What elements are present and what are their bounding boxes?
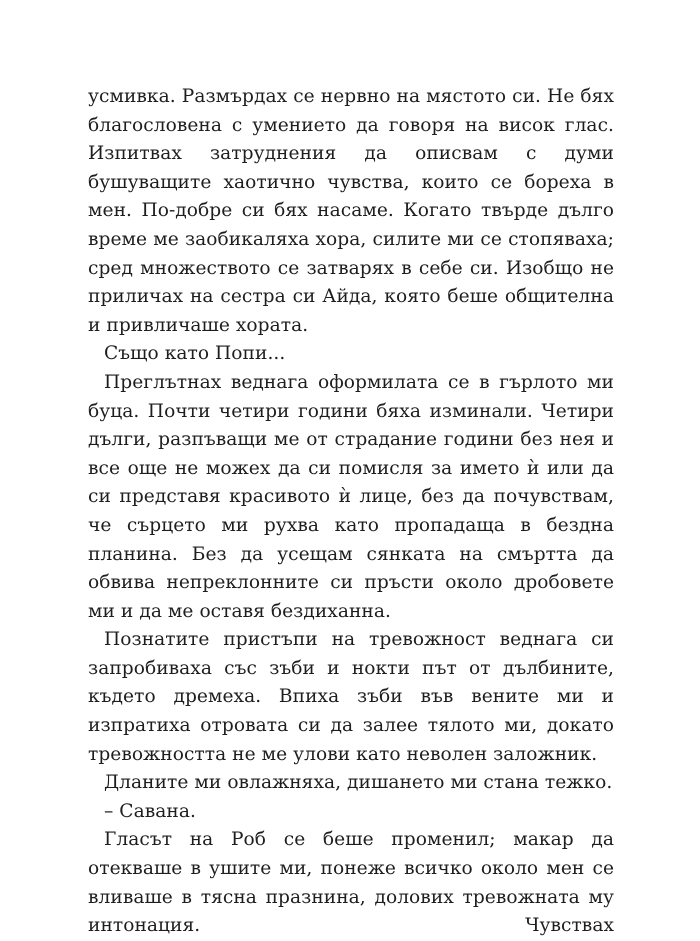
paragraph: Преглътнах веднага оформилата се в гърлото ми буца. Почти четири години бяха изминали. Четири дълги, разпъващи ме от страдание години без нея и все още не можех да си помисля за името ѝ или да си представя красивото ѝ лице, без да почувствам, че сърцето ми рухва като пропадаща в бездна планина. Без да усещам сянката на смъртта да обвива непреклонните си пръсти около дробовете ми и да ме оставя бездиханна. — [88, 371, 614, 622]
paragraph: Също като Попи... — [104, 343, 286, 365]
paragraph: Познатите пристъпи на тревожност веднага си запробиваха със зъби и нокти път от дълбините, където дремеха. Впиха зъби във вените ми и изпратиха отровата си да залее тялото ми, докато тревожността не ме улови като неволен заложник. — [88, 629, 614, 765]
paragraph: Гласът на Роб се беше променил; макар да отекваше в ушите ми, понеже всичко около мен се вливаше в тясна празнина, долових тревожната му интонация. Чувствах — [88, 829, 614, 937]
paragraph-continuation: усмивка. Размърдах се нервно на мястото си. Не бях благословена с умението да говоря на висок глас. Изпитвах затруднения да описвам с думи бушуващите хаотично чувства, които се бореха в мен. По-добре си бях насаме. Когато твърде дълго време ме заобикаляха хора, силите ми се стопяваха; сред множеството се затварях в себе си. Изобщо не приличах на сестра си Айда, която беше общителна и привличаше хората. — [88, 86, 614, 336]
dialogue-line: – Савана. — [104, 800, 196, 822]
paragraph: Дланите ми овлажняха, дишането ми стана тежко. — [104, 772, 613, 794]
book-page-text — [88, 83, 614, 941]
